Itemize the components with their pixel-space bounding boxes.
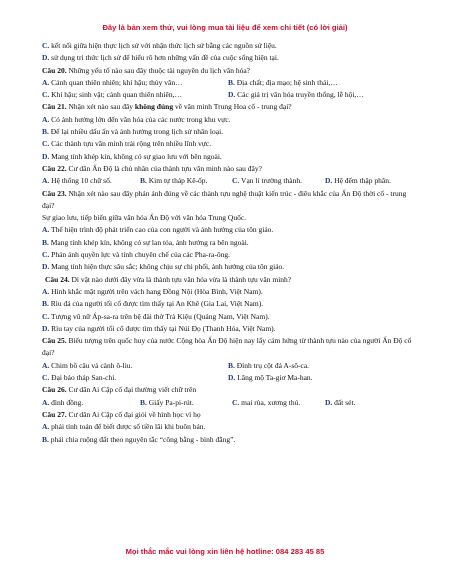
- question-extra-line: Sự giao lưu, tiếp biến giữa văn hóa Ấn Độ với văn hóa Trung Quốc.: [42, 213, 247, 223]
- option-row: [42, 372, 414, 384]
- option-text: Hệ thống 10 chữ số.: [49, 176, 112, 186]
- option-text: Rìu đá của người tối cổ được tìm thấy tại An Khê (Gia Lai, Việt Nam).: [48, 299, 264, 309]
- option-letter: D.: [42, 151, 50, 161]
- option-a: [42, 175, 140, 187]
- question-number: Câu 25.: [42, 336, 67, 346]
- question-number: Câu 24.: [45, 274, 70, 284]
- option-d: [325, 397, 414, 409]
- option-b: [42, 298, 414, 310]
- option-b: [140, 175, 232, 187]
- option-text: đất sét.: [332, 397, 356, 407]
- option-text: Các giá trị văn hóa truyền thống, lễ hội,…: [235, 90, 364, 100]
- option-a: [42, 77, 228, 89]
- option-letter: B.: [42, 127, 49, 137]
- question-number: Câu 23.: [42, 188, 67, 198]
- option-letter: D.: [42, 323, 50, 333]
- option-text: Mang tính hiện thực sâu sắc; không chịu sự chi phối, ảnh hưởng của tôn giáo.: [49, 262, 285, 272]
- option-letter: C.: [232, 176, 240, 186]
- question-text: Biểu tượng trên quốc huy của nước Cộng hòa Ấn Độ hiện nay lấy cảm hứng từ thành tựu nào của người Ấn Độ cổ đại?: [42, 336, 412, 358]
- option-letter: D.: [42, 53, 50, 63]
- option-text: Các thành tựu văn minh trải rộng trên nhiều lĩnh vực.: [49, 139, 212, 149]
- option-c: [42, 138, 414, 150]
- option-letter: B.: [228, 77, 235, 87]
- question-text: Những yếu tố nào sau đây thuộc tài nguyên du lịch văn hóa?: [66, 65, 250, 75]
- option-letter: D.: [228, 373, 236, 383]
- option-b: [42, 237, 414, 249]
- option-letter: A.: [42, 360, 50, 370]
- question-text: Cư dân Ấn Độ là chủ nhân của thành tựu văn minh nào sau đây?: [66, 163, 262, 173]
- option-line: [42, 52, 414, 64]
- option-text: Thể hiện trình độ phát triển cao của con người và ảnh hưởng của tôn giáo.: [49, 225, 274, 235]
- option-text: phải chia ruộng đất theo nguyên tắc “công bằng - bình đẳng”.: [48, 434, 236, 444]
- option-letter: C.: [42, 311, 50, 321]
- question-text: Di vật nào dưới đây vừa là thành tựu văn hóa vừa là thành tựu văn minh?: [69, 274, 292, 284]
- option-letter: C.: [42, 41, 50, 50]
- option-c: [42, 311, 414, 323]
- option-text: kết nối giữa hiện thực lịch sử với nhận thức lịch sử bằng các nguồn sử liệu.: [49, 41, 277, 50]
- option-letter: B.: [228, 360, 235, 370]
- option-a: [42, 421, 414, 433]
- option-row: [42, 89, 414, 101]
- option-letter: A.: [42, 176, 50, 186]
- option-letter: D.: [325, 397, 333, 407]
- option-letter: C.: [42, 90, 50, 100]
- question-text: Cư dân Ai Cập cổ đại giỏi về hình học vì họ: [66, 409, 201, 419]
- option-c: [42, 249, 414, 261]
- option-b: [228, 77, 414, 89]
- option-letter: B.: [140, 176, 147, 186]
- question-number: Câu 20.: [42, 65, 67, 75]
- option-b: [42, 126, 414, 138]
- question-text: về văn minh Trung Hoa cổ - trung đại?: [173, 102, 292, 112]
- question-number: Câu 27.: [42, 409, 67, 419]
- question-emphasis: không đúng: [134, 102, 174, 112]
- option-letter: B.: [42, 434, 49, 444]
- option-letter: D.: [228, 90, 236, 100]
- question-21: [42, 101, 414, 113]
- preview-banner: Đây là bản xem thử, vui lòng mua tài liệu để xem chi tiết (có lời giải): [102, 23, 348, 32]
- option-a: [42, 114, 414, 126]
- option-letter: A.: [42, 397, 50, 407]
- option-text: Cảnh quan thiên nhiên; khí hậu; thủy văn…: [49, 77, 183, 87]
- option-d: [228, 372, 414, 384]
- option-a: [42, 286, 414, 298]
- option-text: Mang tính khép kín, không có sự giao lưu với bên ngoài.: [49, 151, 222, 161]
- option-letter: A.: [42, 114, 50, 124]
- option-b: [140, 397, 232, 409]
- option-d: [42, 151, 414, 163]
- option-text: Mang tính khép kín, không có sự lan tỏa, ảnh hưởng ra bên ngoài.: [48, 237, 249, 247]
- option-letter: A.: [42, 225, 50, 235]
- option-d: [42, 323, 414, 335]
- question-number: Câu 22.: [42, 163, 67, 173]
- option-letter: B.: [42, 237, 49, 247]
- option-text: Để lại nhiều dấu ấn và ảnh hưởng trong lịch sử nhân loại.: [48, 127, 224, 137]
- option-letter: B.: [42, 299, 49, 309]
- question-number: Câu 21.: [42, 102, 67, 112]
- question-26: [42, 384, 414, 396]
- question-text: Cư dân Ai Cập cổ đại thường viết chữ trên: [66, 385, 197, 395]
- option-letter: C.: [232, 397, 240, 407]
- question-20: [42, 65, 414, 77]
- option-letter: D.: [325, 176, 333, 186]
- option-c: [42, 89, 228, 101]
- option-text: Giấy Pa-pi-rút.: [146, 397, 194, 407]
- option-a: [42, 360, 228, 372]
- question-22: [42, 163, 414, 175]
- option-a: [42, 224, 414, 236]
- option-letter: A.: [42, 422, 50, 432]
- option-letter: C.: [42, 373, 50, 383]
- hotline-banner: Mọi thắc mắc vui lòng xin liên hệ hotline: 084 283 45 85: [125, 547, 325, 556]
- option-text: Chim bồ câu và cành ô-liu.: [49, 360, 133, 370]
- option-text: Lăng mộ Ta-giơ Ma-han.: [235, 373, 313, 383]
- question-23: [42, 188, 414, 213]
- option-row: [42, 360, 414, 372]
- option-row: [42, 397, 414, 409]
- option-text: đình đồng.: [49, 397, 84, 407]
- option-letter: A.: [42, 286, 50, 296]
- option-text: mai rùa, xương thú.: [239, 397, 301, 407]
- option-text: Kim tự tháp Kê-ốp.: [146, 176, 208, 186]
- option-row: [42, 175, 414, 187]
- option-text: Hệ đếm thập phân.: [332, 176, 391, 186]
- option-letter: C.: [42, 250, 50, 260]
- option-text: Đỉnh trụ cột đá A-sô-ca.: [234, 360, 310, 370]
- option-d: [228, 89, 414, 101]
- option-text: Hình khắc mặt người trên vách hang Đồng Nội (Hòa Bình, Việt Nam).: [49, 286, 263, 296]
- option-b: [228, 360, 414, 372]
- option-d: [42, 261, 414, 273]
- option-letter: A.: [42, 77, 50, 87]
- question-number: Câu 26.: [42, 385, 67, 395]
- option-b: [42, 434, 414, 446]
- option-text: Rìu tay của người tối cổ được tìm thấy tại Núi Đọ (Thanh Hóa, Việt Nam).: [49, 323, 276, 333]
- option-text: Địa chất; địa mạo; hệ sinh thái,…: [234, 77, 338, 87]
- option-d: [325, 175, 414, 187]
- option-text: Có ảnh hưởng lớn đến văn hóa của các nước trong khu vực.: [49, 114, 231, 124]
- option-letter: B.: [140, 397, 147, 407]
- document-body: [42, 40, 414, 446]
- option-text: Vạn lí trường thành.: [239, 176, 302, 186]
- option-text: Phản ánh quyền lực và tính chuyên chế của các Pha-ra-ông.: [49, 250, 230, 260]
- option-text: Đại bảo tháp San-chi.: [49, 373, 117, 383]
- option-letter: C.: [42, 139, 50, 149]
- option-letter: D.: [42, 262, 50, 272]
- option-text: sử dụng tri thức lịch sử để hiểu rõ hơn những vấn đề của cuộc sống hiện tại.: [49, 53, 279, 63]
- option-a: [42, 397, 140, 409]
- question-text: Nhận xét nào sau đây: [66, 102, 135, 112]
- option-c: [232, 175, 325, 187]
- option-c: [232, 397, 325, 409]
- option-text: phải tính toán để biết được số tiền lãi khi buôn bán.: [49, 422, 206, 432]
- option-row: [42, 77, 414, 89]
- option-c: [42, 372, 228, 384]
- question-24: [42, 274, 414, 286]
- question-25: [42, 335, 414, 360]
- question-27: [42, 409, 414, 421]
- option-line: [42, 40, 414, 52]
- question-text: Nhận xét nào sau đây phản ánh đúng về các thành tựu nghệ thuật kiến trúc - điêu khắc của Ấn Độ thời cổ - trung đại?: [42, 188, 407, 210]
- option-text: Khí hậu; sinh vật; cảnh quan thiên nhiên,…: [49, 90, 182, 100]
- option-text: Tượng vũ nữ Áp-sa-ra trên bệ đài thờ Trà Kiệu (Quảng Nam, Việt Nam).: [49, 311, 270, 321]
